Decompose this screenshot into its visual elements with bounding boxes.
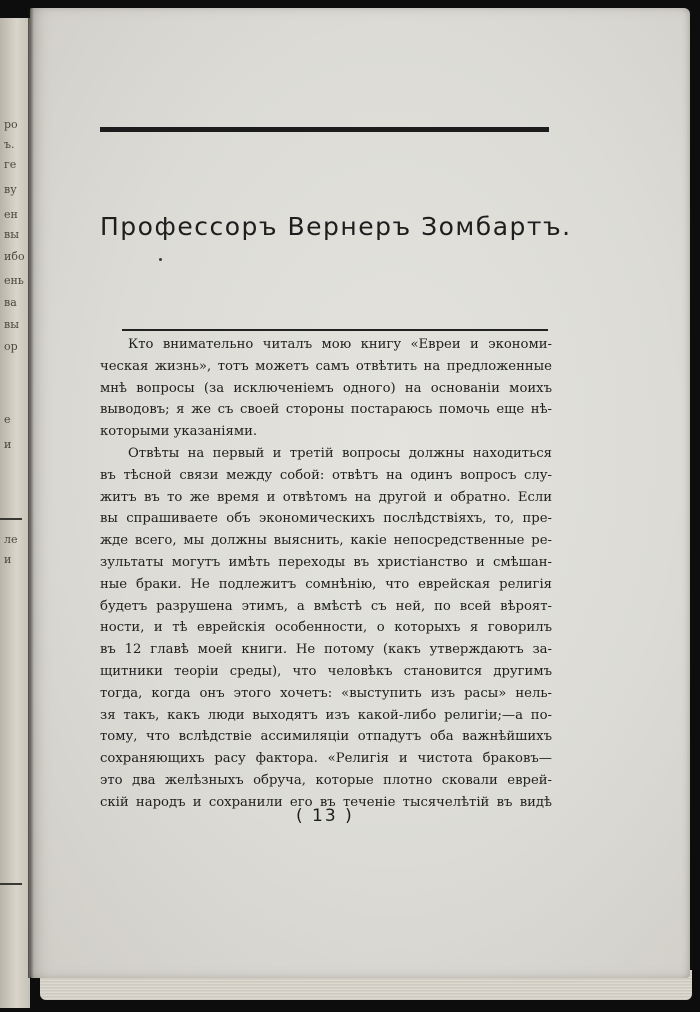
text-line: зя такъ, какъ люди выходятъ изъ какой-либо религіи;—а по- (100, 707, 552, 723)
previous-page-text-fragment: ень (4, 274, 24, 287)
previous-page-rule (0, 518, 22, 520)
previous-page-text-fragment: ен (4, 208, 18, 221)
text-line: Отвѣты на первый и третій вопросы должны находиться (128, 445, 552, 461)
text-line: выводовъ; я же съ своей стороны постараюсь помочь еще нѣ- (100, 402, 552, 418)
previous-page-rule (0, 883, 22, 885)
text-line: житъ въ то же время и отвѣтомъ на другой и обратно. Если (100, 489, 552, 505)
previous-page-text-fragment: и (4, 553, 12, 566)
previous-page-text-fragment: ъ. (4, 138, 15, 151)
text-line: будетъ разрушена этимъ, а вмѣстѣ съ ней, по всей вѣроят- (100, 598, 552, 614)
previous-page-edge (0, 18, 30, 1008)
header-double-rule (100, 127, 549, 132)
text-line: скій народъ и сохранили его въ теченіе тысячелѣтій въ видѣ (100, 794, 552, 810)
book-page (30, 8, 690, 978)
text-line: вы спрашиваете объ экономическихъ послѣдствіяхъ, то, пре- (100, 511, 552, 527)
text-top-rule (122, 329, 548, 331)
text-line: которыми указаніями. (100, 424, 258, 440)
previous-page-text-fragment: и (4, 438, 12, 451)
previous-page-text-fragment: ву (4, 183, 17, 196)
previous-page-text-fragment: ге (4, 158, 17, 171)
page-title: Профессоръ Вернеръ Зомбартъ. (100, 212, 572, 241)
previous-page-text-fragment: вы (4, 318, 19, 331)
text-line: ные браки. Не подлежитъ сомнѣнію, что еврейская религія (100, 576, 552, 592)
text-line: въ тѣсной связи между собой: отвѣтъ на одинъ вопросъ слу- (100, 467, 552, 483)
text-line: щитники теоріи среды), что человѣкъ становится другимъ (100, 663, 552, 679)
page-number: ( 13 ) (296, 806, 354, 826)
previous-page-text-fragment: ле (4, 533, 18, 546)
spine-shadow (28, 8, 34, 978)
text-line: жде всего, мы должны выяснить, какіе непосредственные ре- (100, 533, 552, 549)
previous-page-text-fragment: ор (4, 340, 18, 353)
text-line: зультаты могутъ имѣть переходы въ христіанство и смѣшан- (100, 554, 552, 570)
text-line: въ 12 главѣ моей книги. Не потому (какъ утверждаютъ за- (100, 642, 552, 658)
text-line: тому, что вслѣдствіе ассимиляціи отпадутъ оба важнѣйшихъ (100, 729, 552, 745)
text-line: тогда, когда онъ этого хочетъ: «выступить изъ расы» нель- (100, 685, 552, 701)
text-line: Кто внимательно читалъ мою книгу «Евреи и экономи- (128, 337, 552, 352)
text-line: сохраняющихъ расу фактора. «Религія и чистота браковъ— (100, 751, 552, 767)
previous-page-text-fragment: ибо (4, 250, 25, 263)
previous-page-text-fragment: ро (4, 118, 18, 131)
previous-page-text-fragment: е (4, 413, 11, 426)
text-line: ческая жизнь», тотъ можетъ самъ отвѣтить на предложенные (100, 358, 552, 374)
text-line: мнѣ вопросы (за исключеніемъ одного) на основаніи моихъ (100, 380, 552, 396)
previous-page-text-fragment: ва (4, 296, 17, 309)
previous-page-text-fragment: вы (4, 228, 19, 241)
body-text (100, 334, 552, 814)
text-line: ности, и тѣ еврейскія особенности, о которыхъ я говорилъ (100, 620, 552, 636)
text-line: это два желѣзныхъ обруча, которые плотно сковали еврей- (100, 772, 552, 788)
ink-speck (159, 258, 162, 261)
